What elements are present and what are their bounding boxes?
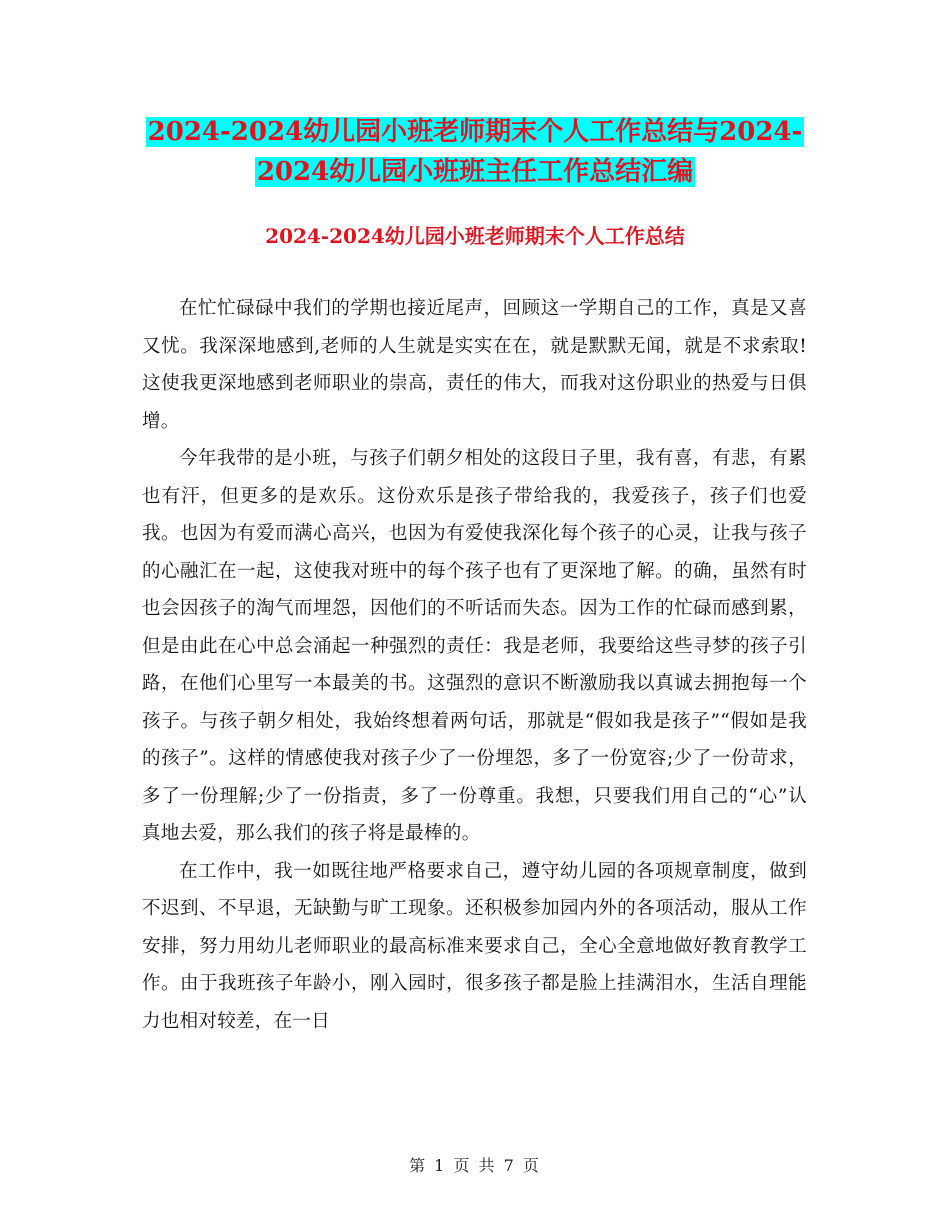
paragraph-3: 在工作中，我一如既往地严格要求自己，遵守幼儿园的各项规章制度，做到不迟到、不早退，无缺勤与旷工现象。还积极参加园内外的各项活动，服从工作安排，努力用幼儿老师职业的最高标准来要求自己，全心全意地做好教育教学工作。由于我班孩子年龄小，刚入园时，很多孩子都是脸上挂满泪水，生活自理能力也相对较差，在一日 bbox=[142, 860, 807, 1032]
paragraph-1: 在忙忙碌碌中我们的学期也接近尾声，回顾这一学期自己的工作，真是又喜又忧。我深深地感到,老师的人生就是实实在在，就是默默无闻，就是不求索取!这使我更深地感到老师职业的崇高，责任的伟大，而我对这份职业的热爱与日俱增。 bbox=[142, 298, 807, 432]
page-number-footer: 第 1 页 共 7 页 bbox=[409, 1156, 541, 1175]
title-line-1: 2024-2024幼儿园小班老师期末个人工作总结与2024- bbox=[147, 117, 803, 147]
document-title bbox=[120, 112, 830, 192]
title-line-2: 2024幼儿园小班班主任工作总结汇编 bbox=[256, 157, 694, 187]
document-body bbox=[142, 290, 807, 1040]
paragraph-2: 今年我带的是小班，与孩子们朝夕相处的这段日子里，我有喜，有悲，有累也有汗，但更多的是欢乐。这份欢乐是孩子带给我的，我爱孩子，孩子们也爱我。也因为有爱而满心高兴，也因为有爱使我深化每个孩子的心灵，让我与孩子的心融汇在一起，这使我对班中的每个孩子也有了更深地了解。的确，虽然有时也会因孩子的淘气而埋怨，因他们的不听话而失态。因为工作的忙碌而感到累，但是由此在心中总会涌起一种强烈的责任：我是老师，我要给这些寻梦的孩子引路，在他们心里写一本最美的书。这强烈的意识不断激励我以真诚去拥抱每一个孩子。与孩子朝夕相处，我始终想着两句话，那就是“假如我是孩子”“假如是我的孩子”。这样的情感使我对孩子少了一份埋怨，多了一份宽容;少了一份苛求，多了一份理解;少了一份指责，多了一份尊重。我想，只要我们用自己的“心”认真地去爱，那么我们的孩子将是最棒的。 bbox=[142, 448, 807, 844]
section-heading: 2024-2024幼儿园小班老师期末个人工作总结 bbox=[265, 224, 685, 248]
